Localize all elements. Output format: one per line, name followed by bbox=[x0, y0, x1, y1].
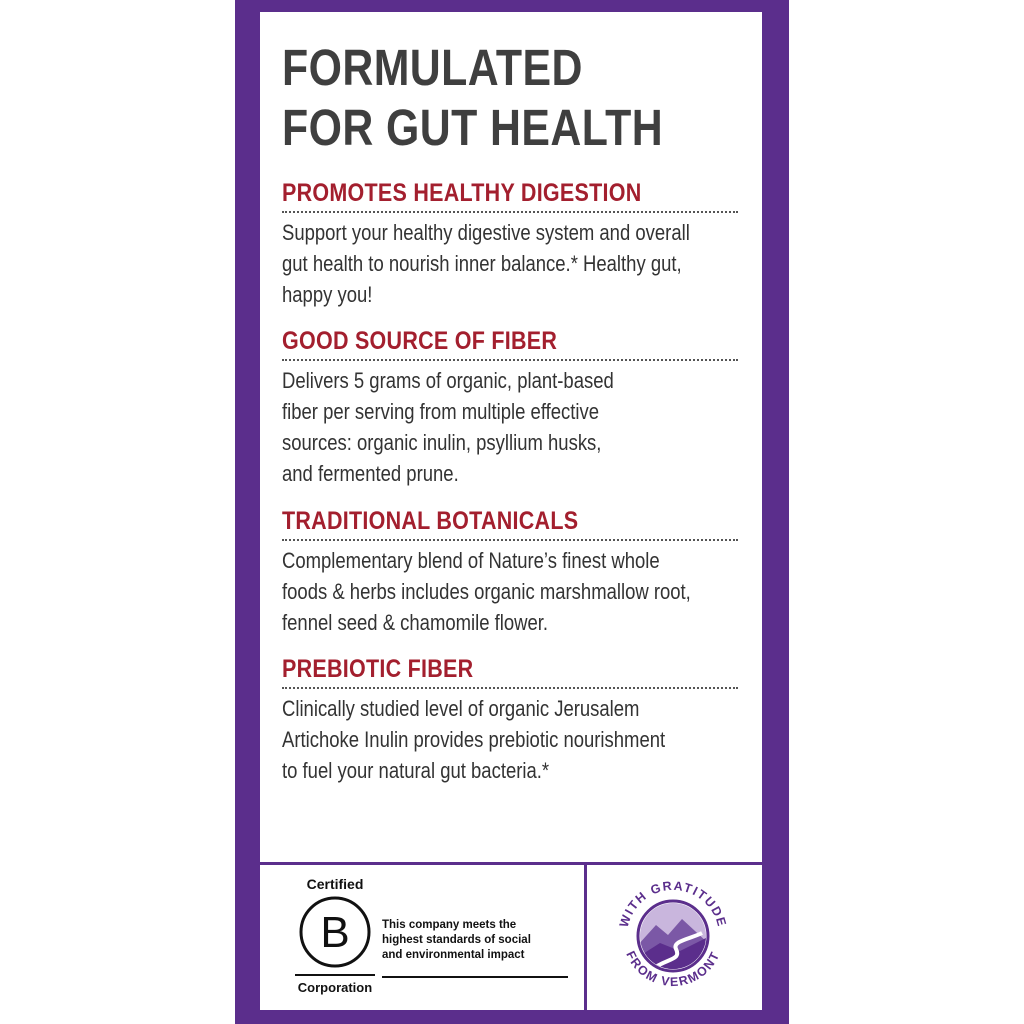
body-line: fiber per serving from multiple effective bbox=[282, 399, 600, 424]
section-prebiotic-fiber bbox=[282, 654, 740, 786]
section-title: PROMOTES HEALTHY DIGESTION bbox=[282, 179, 642, 207]
statement-line: highest standards of social bbox=[382, 934, 531, 946]
page-title bbox=[282, 38, 677, 158]
body-line: to fuel your natural gut bacteria.* bbox=[282, 758, 550, 783]
body-line: Artichoke Inulin provides prebiotic nourishment bbox=[282, 727, 666, 752]
vermont-gratitude-seal-icon bbox=[610, 873, 736, 999]
section-body bbox=[282, 217, 736, 310]
section-traditional-botanicals bbox=[282, 506, 740, 638]
section-good-source-of-fiber bbox=[282, 326, 740, 489]
b-corp-certified-label: Certified bbox=[306, 876, 364, 892]
seal-top-text: WITH GRATITUDE bbox=[616, 878, 730, 929]
section-title: GOOD SOURCE OF FIBER bbox=[282, 327, 558, 355]
dotted-divider bbox=[282, 687, 738, 689]
section-body bbox=[282, 365, 736, 489]
b-corp-badge bbox=[290, 876, 380, 995]
title-line-1: FORMULATED bbox=[282, 39, 583, 96]
body-line: and fermented prune. bbox=[282, 461, 459, 486]
b-corp-rule bbox=[295, 974, 375, 976]
b-corp-logo-icon bbox=[297, 894, 373, 970]
body-line: Clinically studied level of organic Jerusalem bbox=[282, 696, 640, 721]
seal-bottom-text: FROM VERMONT bbox=[623, 948, 723, 990]
dotted-divider bbox=[282, 359, 738, 361]
section-title: TRADITIONAL BOTANICALS bbox=[282, 507, 579, 535]
body-line: fennel seed & chamomile flower. bbox=[282, 610, 549, 635]
section-title: PREBIOTIC FIBER bbox=[282, 655, 474, 683]
title-line-2: FOR GUT HEALTH bbox=[282, 99, 664, 156]
footer-divider bbox=[584, 862, 587, 1010]
section-body bbox=[282, 693, 736, 786]
body-line: gut health to nourish inner balance.* Healthy gut, bbox=[282, 251, 682, 276]
statement-line: This company meets the bbox=[382, 919, 517, 931]
body-line: Delivers 5 grams of organic, plant-based bbox=[282, 368, 614, 393]
body-line: sources: organic inulin, psyllium husks, bbox=[282, 430, 602, 455]
b-corp-letter: B bbox=[320, 908, 350, 957]
statement-rule bbox=[382, 976, 568, 978]
dotted-divider bbox=[282, 539, 738, 541]
b-corp-statement bbox=[382, 918, 572, 963]
dotted-divider bbox=[282, 211, 738, 213]
body-line: Support your healthy digestive system and overall bbox=[282, 220, 690, 245]
body-line: Complementary blend of Nature’s finest whole bbox=[282, 548, 660, 573]
b-corp-corporation-label: Corporation bbox=[297, 980, 373, 995]
body-line: foods & herbs includes organic marshmallow root, bbox=[282, 579, 691, 604]
body-line: happy you! bbox=[282, 282, 373, 307]
statement-line: and environmental impact bbox=[382, 949, 525, 961]
section-body bbox=[282, 545, 736, 638]
section-promotes-healthy-digestion bbox=[282, 178, 740, 310]
